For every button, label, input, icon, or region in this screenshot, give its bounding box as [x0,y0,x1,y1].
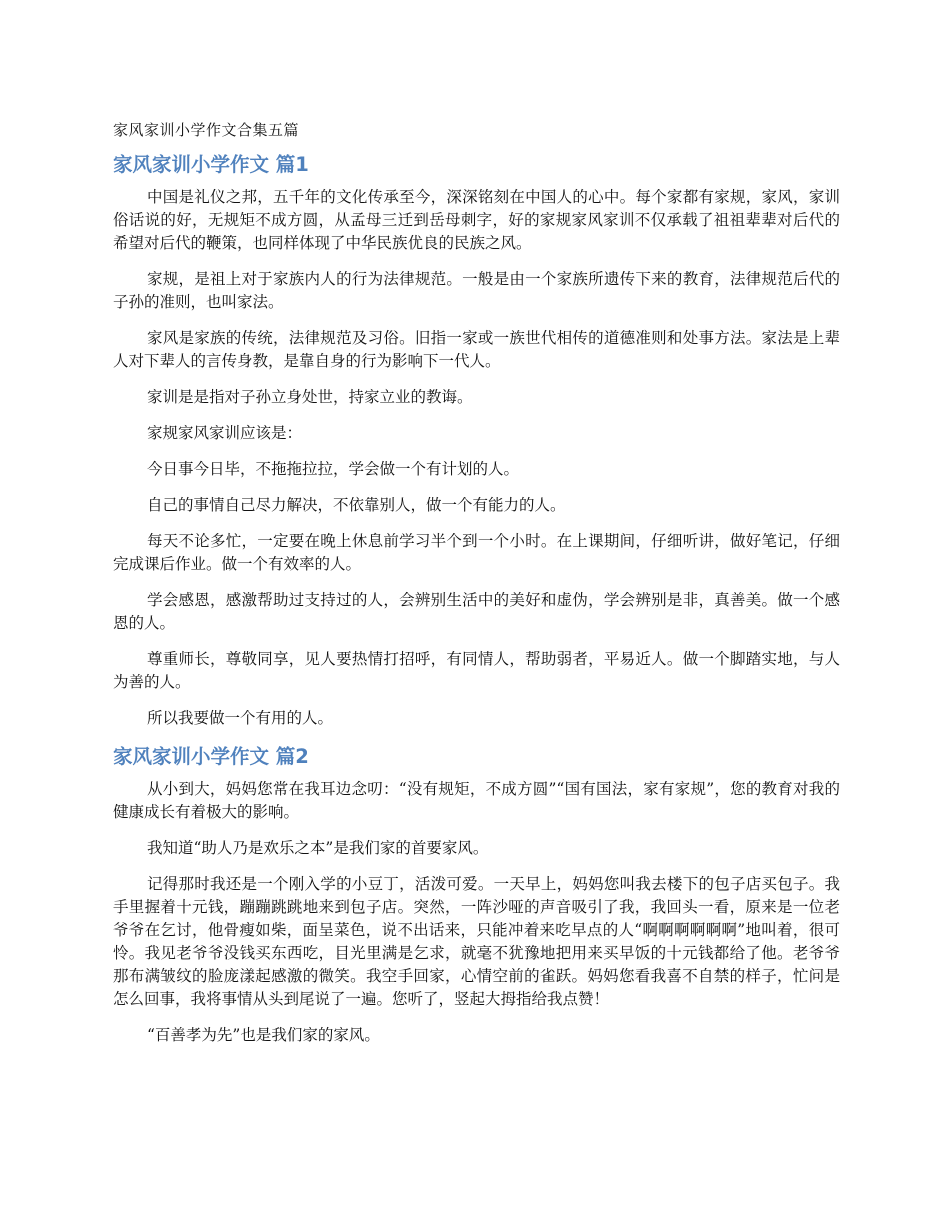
paragraph: 自己的事情自己尽力解决，不依靠别人，做一个有能力的人。 [147,496,566,514]
paragraph: 家风是家族的传统，法律规范及习俗。旧指一家或一族世代相传的道德准则和处事方法。家法是上辈人对下辈人的言传身教，是靠自身的行为影响下一代人。 [113,329,840,370]
paragraph: 家训是是指对子孙立身处世，持家立业的教诲。 [147,388,473,406]
paragraph: “百善孝为先”也是我们家的家风。 [147,1026,380,1044]
paragraph: 学会感恩，感激帮助过支持过的人，会辨别生活中的美好和虚伪，学会辨别是非，真善美。做一个感恩的人。 [113,591,840,632]
document-title: 家风家训小学作文合集五篇 [113,121,300,139]
paragraph: 记得那时我还是一个刚入学的小豆丁，活泼可爱。一天早上，妈妈您叫我去楼下的包子店买包子。我手里握着十元钱，蹦蹦跳跳地来到包子店。突然，一阵沙哑的声音吸引了我，我回头一看，原来是一位老爷爷在乞讨，他骨瘦如柴，面呈菜色，说不出话来，只能冲着来吃早点的人“啊啊啊啊啊啊”地叫着，很可怜。我见老爷爷没钱买东西吃，目光里满是乞求，就毫不犹豫地把用来买早饭的十元钱都给了他。老爷爷那布满皱纹的脸庞漾起感激的微笑。我空手回家，心情空前的雀跃。妈妈您看我喜不自禁的样子，忙问是怎么回事，我将事情从头到尾说了一遍。您听了，竖起大拇指给我点赞！ [113,875,840,1008]
section-heading: 家风家训小学作文 篇2 [113,745,309,768]
paragraph: 从小到大，妈妈您常在我耳边念叨：“没有规矩，不成方圆”“国有国法，家有家规”，您的教育对我的健康成长有着极大的影响。 [113,780,840,821]
section-1 [113,152,840,730]
document-page [113,118,840,1060]
paragraph: 今日事今日毕，不拖拖拉拉，学会做一个有计划的人。 [147,460,520,478]
paragraph: 每天不论多忙，一定要在晚上休息前学习半个到一个小时。在上课期间，仔细听讲，做好笔记，仔细完成课后作业。做一个有效率的人。 [113,532,840,573]
paragraph: 所以我要做一个有用的人。 [147,709,334,727]
paragraph: 我知道“助人乃是欢乐之本”是我们家的首要家风。 [147,839,489,857]
paragraph: 家规，是祖上对于家族内人的行为法律规范。一般是由一个家族所遗传下来的教育，法律规范后代的子孙的准则，也叫家法。 [113,270,840,311]
paragraph: 中国是礼仪之邦，五千年的文化传承至今，深深铭刻在中国人的心中。每个家都有家规，家风，家训俗话说的好，无规矩不成方圆，从孟母三迁到岳母刺字，好的家规家风家训不仅承载了祖祖辈辈对后代的希望对后代的鞭策，也同样体现了中华民族优良的民族之风。 [113,188,840,252]
section-2 [113,744,840,1047]
paragraph: 家规家风家训应该是： [147,424,303,442]
section-heading: 家风家训小学作文 篇1 [113,153,309,176]
paragraph: 尊重师长，尊敬同享，见人要热情打招呼，有同情人，帮助弱者，平易近人。做一个脚踏实地，与人为善的人。 [113,650,840,691]
